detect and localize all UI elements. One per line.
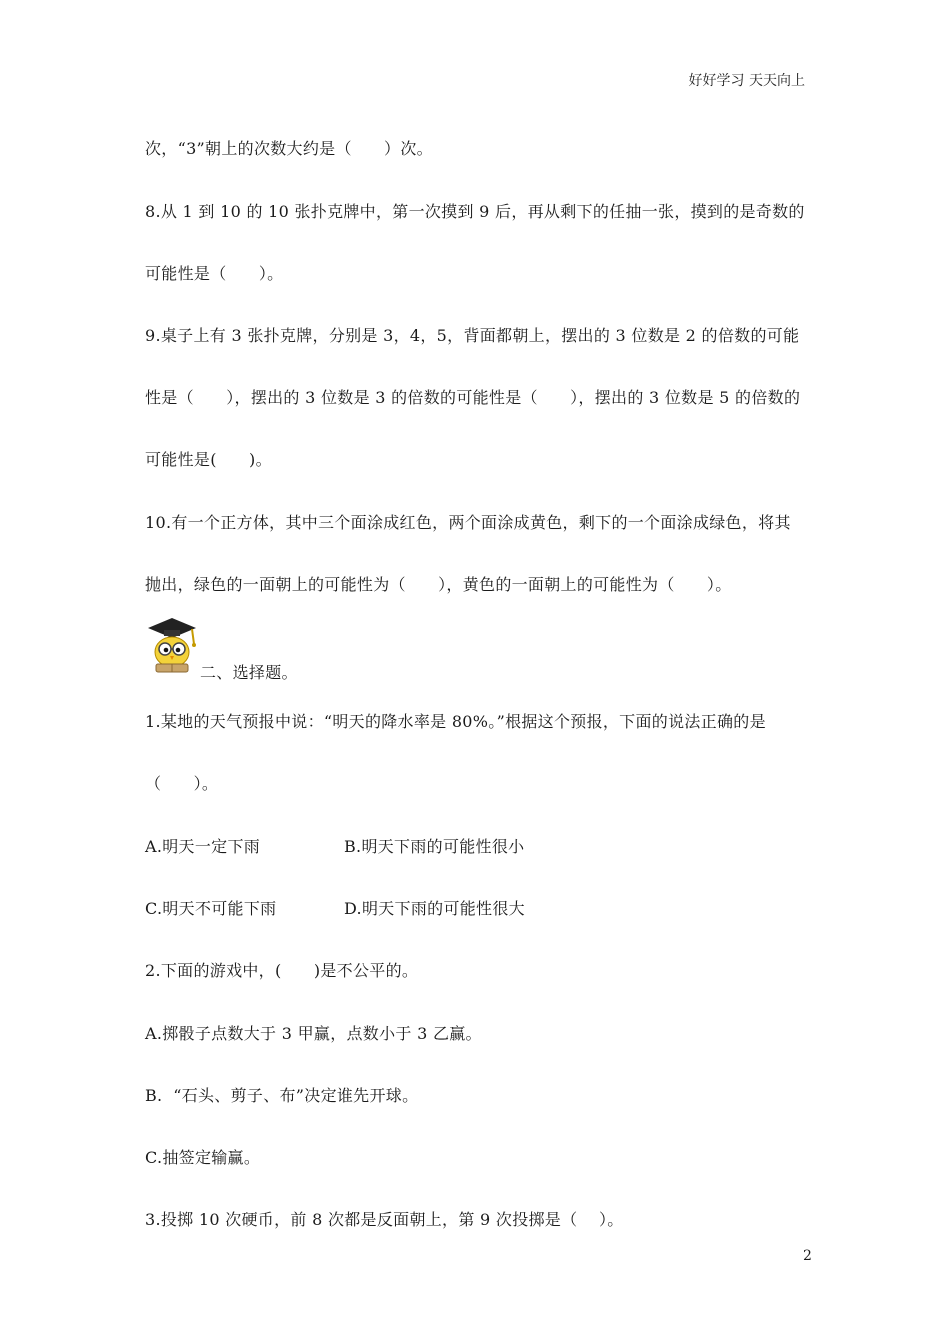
q1-line2: （ ）。 bbox=[145, 774, 219, 793]
q2-option-a: A.掷骰子点数大于 3 甲赢，点数小于 3 乙赢。 bbox=[145, 1024, 482, 1043]
q1-option-b: B.明天下雨的可能性很小 bbox=[344, 837, 525, 856]
q1-line1: 1.某地的天气预报中说：“明天的降水率是 80%。”根据这个预报，下面的说法正确的是 bbox=[145, 712, 766, 731]
q9-line2: 性是（ ），摆出的 3 位数是 3 的倍数的可能性是（ ），摆出的 3 位数是 5 的倍数的 bbox=[145, 388, 801, 407]
q10-line2: 抛出，绿色的一面朝上的可能性为（ ），黄色的一面朝上的可能性为（ ）。 bbox=[145, 575, 732, 594]
q9-line1: 9.桌子上有 3 张扑克牌，分别是 3，4，5，背面都朝上，摆出的 3 位数是 2 的倍数的可能 bbox=[145, 326, 800, 345]
q10-line1: 10.有一个正方体，其中三个面涂成红色，两个面涂成黄色，剩下的一个面涂成绿色，将其 bbox=[145, 513, 791, 532]
q7-continued: 次，“3”朝上的次数大约是（ ）次。 bbox=[145, 139, 433, 158]
section-title: 二、选择题。 bbox=[200, 663, 298, 682]
q2-option-b: B. “石头、剪子、布”决定谁先开球。 bbox=[145, 1086, 419, 1105]
page-number: 2 bbox=[803, 1248, 812, 1264]
q8-line1: 8.从 1 到 10 的 10 张扑克牌中，第一次摸到 9 后，再从剩下的任抽一张，摸到的是奇数的 bbox=[145, 202, 805, 221]
q9-line3: 可能性是( )。 bbox=[145, 450, 272, 469]
q1-option-c: C.明天不可能下雨 bbox=[145, 899, 277, 918]
header-motto: 好好学习 天天向上 bbox=[688, 73, 805, 89]
q1-option-a: A.明天一定下雨 bbox=[145, 837, 261, 856]
q3-line1: 3.投掷 10 次硬币，前 8 次都是反面朝上，第 9 次投掷是（ ）。 bbox=[145, 1210, 624, 1229]
q8-line2: 可能性是（ ）。 bbox=[145, 264, 284, 283]
q1-option-d: D.明天下雨的可能性很大 bbox=[344, 899, 525, 918]
q2-option-c: C.抽签定输赢。 bbox=[145, 1148, 261, 1167]
q2-line1: 2.下面的游戏中，( )是不公平的。 bbox=[145, 961, 419, 980]
owl-graduate-icon bbox=[140, 614, 200, 676]
